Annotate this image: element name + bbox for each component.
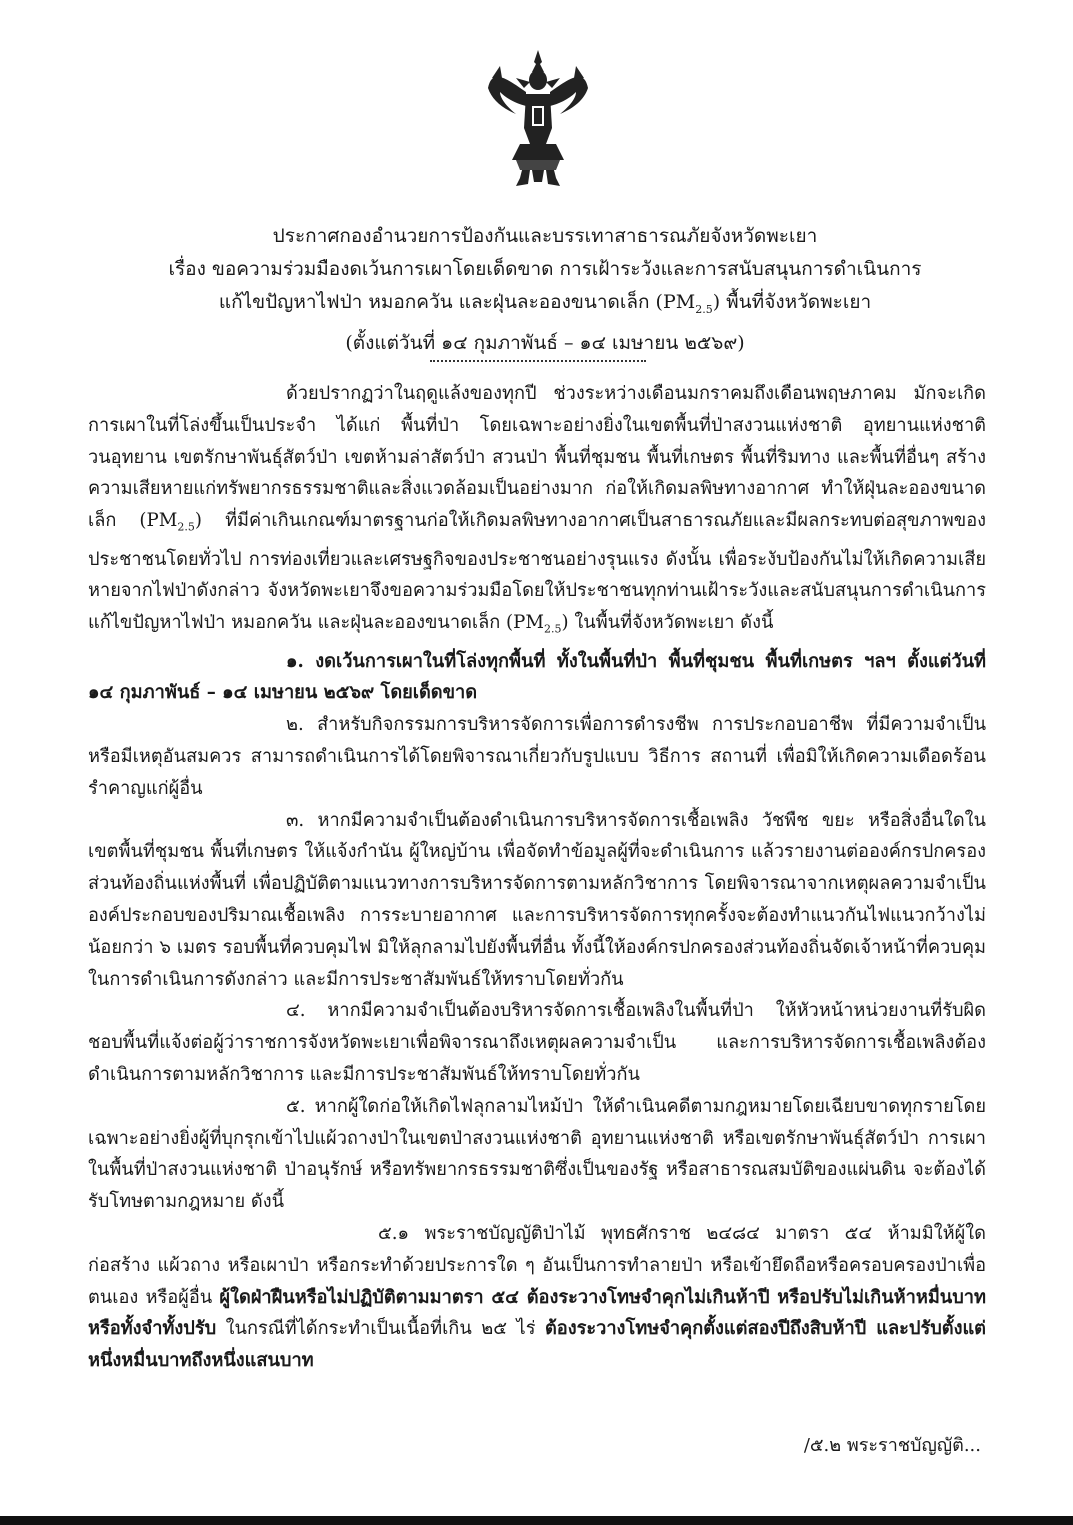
announcement-header bbox=[120, 222, 970, 357]
separator-dots bbox=[430, 354, 646, 362]
item-2: ๒. สำหรับกิจกรรมการบริหารจัดการเพื่อการดำรงชีพ การประกอบอาชีพ ที่มีความจำเป็นหรือมีเหตุอันสมควร สามารถดำเนินการได้โดยพิจารณาเกี่ยวกับรูปแบบ วิธีการ สถานที่ เพื่อมิให้เกิดความเดือดร้อนรำคาญแก่ผู้อื่น bbox=[88, 714, 986, 799]
item-5-1: ๕.๑ พระราชบัญญัติป่าไม้ พุทธศักราช ๒๔๘๔ มาตรา ๕๔ ห้ามมิให้ผู้ใดก่อสร้าง แผ้วถาง หรือเผาป่า หรือกระทำด้วยประการใด ๆ อันเป็นการทำลายป่า หรือเข้ายึดถือหรือครอบครองป่าเพื่อตนเอง หรือผู้อื่น ผู้ใดฝ่าฝืนหรือไม่ปฏิบัติตามมาตรา ๕๔ ต้องระวางโทษจำคุกไม่เกินห้าปี หรือปรับไม่เกินห้าหมื่นบาท หรือทั้งจำทั้งปรับ ในกรณีที่ได้กระทำเป็นเนื้อที่เกิน ๒๕ ไร่ ต้องระวางโทษจำคุกตั้งแต่สองปีถึงสิบห้าปี และปรับตั้งแต่หนึ่งหมื่นบาทถึงหนึ่งแสนบาท bbox=[88, 1223, 986, 1372]
scan-edge bbox=[0, 1516, 1073, 1525]
announcement-period: (ตั้งแต่วันที่ ๑๔ กุมภาพันธ์ – ๑๔ เมษายน ๒๕๖๙) bbox=[345, 331, 745, 354]
item-5: ๕. หากผู้ใดก่อให้เกิดไฟลุกลามไหม้ป่า ให้ดำเนินคดีตามกฎหมายโดยเฉียบขาดทุกรายโดยเฉพาะอย่างยิ่งผู้ที่บุกรุกเข้าไปแผ้วถางป่าในเขตป่าสงวนแห่งชาติ อุทยานแห่งชาติ หรือเขตรักษาพันธุ์สัตว์ป่า การเผาในพื้นที่ป่าสงวนแห่งชาติ ป่าอนุรักษ์ หรือทรัพยากรธรรมชาติซึ่งเป็นของรัฐ หรือสาธารณสมบัติของแผ่นดิน จะต้องได้รับโทษตามกฎหมาย ดังนี้ bbox=[88, 1095, 986, 1213]
announcement-subject: เรื่อง ขอความร่วมมืองดเว้นการเผาโดยเด็ดขาด การเฝ้าระวังและการสนับสนุนการดำเนินการ bbox=[168, 258, 922, 280]
announcement-body bbox=[88, 378, 986, 1377]
item-4: ๔. หากมีความจำเป็นต้องบริหารจัดการเชื้อเพลิงในพื้นที่ป่า ให้หัวหน้าหน่วยงานที่รับผิดชอบพื้นที่แจ้งต่อผู้ว่าราชการจังหวัดพะเยาเพื่อพิจารณาถึงเหตุผลความจำเป็น และการบริหารจัดการเชื้อเพลิงต้องดำเนินการตามหลักวิชาการ และมีการประชาสัมพันธ์ให้ทราบโดยทั่วกัน bbox=[88, 1000, 986, 1086]
intro-paragraph: ด้วยปรากฏว่าในฤดูแล้งของทุกปี ช่วงระหว่างเดือนมกราคมถึงเดือนพฤษภาคม มักจะเกิดการเผาในที่โล่งขึ้นเป็นประจำ ได้แก่ พื้นที่ป่า โดยเฉพาะอย่างยิ่งในเขตพื้นที่ป่าสงวนแห่งชาติ อุทยานแห่งชาติ วนอุทยาน เขตรักษาพันธุ์สัตว์ป่า เขตห้ามล่าสัตว์ป่า สวนป่า พื้นที่ชุมชน พื้นที่เกษตร พื้นที่ริมทาง และพื้นที่อื่นๆ สร้างความเสียหายแก่ทรัพยากรธรรมชาติและสิ่งแวดล้อมเป็นอย่างมาก ก่อให้เกิดมลพิษทางอากาศ ทำให้ฝุ่นละอองขนาดเล็ก $(PM_{2.5})$ ที่มีค่าเกินเกณฑ์มาตรฐานก่อให้เกิดมลพิษทางอากาศเป็นสาธารณภัยและมีผลกระทบต่อสุขภาพของประชาชนโดยทั่วไป การท่องเที่ยวและเศรษฐกิจของประชาชนอย่างรุนแรง ดังนั้น เพื่อระงับป้องกันไม่ให้เกิดความเสียหายจากไฟป่าดังกล่าว จังหวัดพะเยาจึงขอความร่วมมือโดยให้ประชาชนทุกท่านเฝ้าระวังและสนับสนุนการดำเนินการแก้ไขปัญหาไฟป่า หมอกควัน และฝุ่นละอองขนาดเล็ก $(PM_{2.5})$ ในพื้นที่จังหวัดพะเยา ดังนี้ bbox=[88, 383, 986, 636]
continuation-note: /๕.๒ พระราชบัญญัติ... bbox=[803, 1435, 981, 1456]
garuda-emblem-icon bbox=[486, 48, 590, 188]
item-1: ๑. งดเว้นการเผาในที่โล่งทุกพื้นที่ ทั้งในพื้นที่ป่า พื้นที่ชุมชน พื้นที่เกษตร ฯลฯ ตั้งแต่วันที่ ๑๔ กุมภาพันธ์ – ๑๔ เมษายน ๒๕๖๙ โดยเด็ดขาด bbox=[88, 650, 986, 704]
announcement-subject-continued: แก้ไขปัญหาไฟป่า หมอกควัน และฝุ่นละอองขนาดเล็ก $(PM_{2.5})$ พื้นที่จังหวัดพะเยา bbox=[218, 291, 872, 316]
announcement-authority: ประกาศกองอำนวยการป้องกันและบรรเทาสาธารณภัยจังหวัดพะเยา bbox=[272, 225, 818, 247]
item-3: ๓. หากมีความจำเป็นต้องดำเนินการบริหารจัดการเชื้อเพลิง วัชพืช ขยะ หรือสิ่งอื่นใดในเขตพื้นที่ชุมชน พื้นที่เกษตร ให้แจ้งกำนัน ผู้ใหญ่บ้าน เพื่อจัดทำข้อมูลผู้ที่จะดำเนินการ แล้วรายงานต่อองค์กรปกครองส่วนท้องถิ่นแห่งพื้นที่ เพื่อปฏิบัติตามแนวทางการบริหารจัดการตามหลักวิชาการ โดยพิจารณาจากเหตุผลความจำเป็น องค์ประกอบของปริมาณเชื้อเพลิง การระบายอากาศ และการบริหารจัดการทุกครั้งจะต้องทำแนวกันไฟแนวกว้างไม่น้อยกว่า ๖ เมตร รอบพื้นที่ควบคุมไฟ มิให้ลุกลามไปยังพื้นที่อื่น ทั้งนี้ให้องค์กรปกครองส่วนท้องถิ่นจัดเจ้าหน้าที่ควบคุมในการดำเนินการดังกล่าว และมีการประชาสัมพันธ์ให้ทราบโดยทั่วกัน bbox=[88, 809, 986, 990]
